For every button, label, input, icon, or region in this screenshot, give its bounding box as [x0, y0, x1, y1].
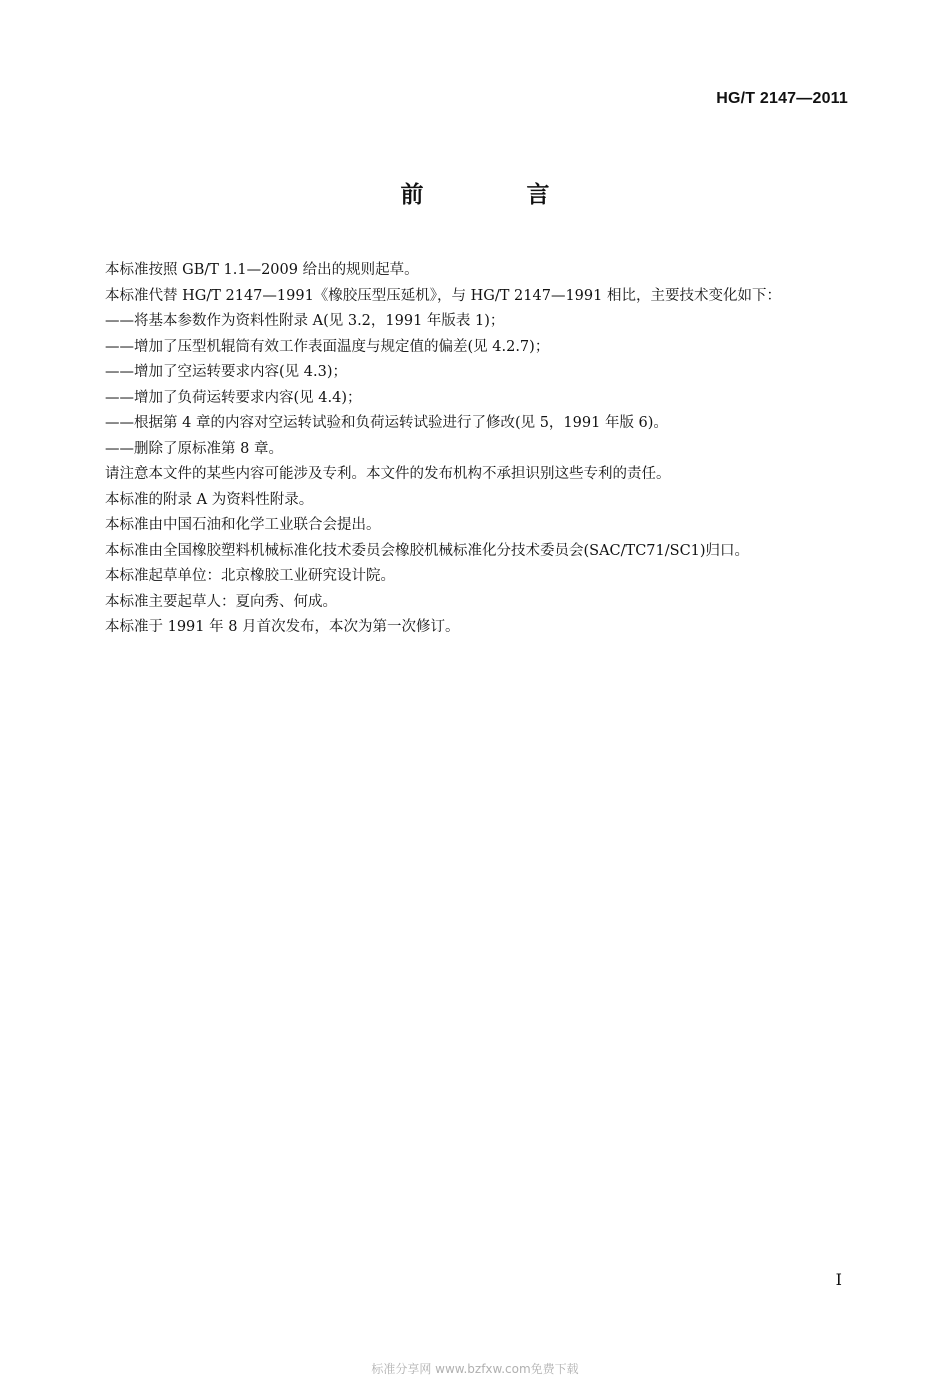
- paragraph-history: 本标准于 1991 年 8 月首次发布，本次为第一次修订。: [105, 619, 460, 635]
- paragraph-drafters: 本标准主要起草人：夏向秀、何成。: [105, 593, 337, 610]
- preface-content: [76, 258, 852, 641]
- document-code: HG/T 2147—2011: [716, 90, 848, 107]
- paragraph-committee: 本标准由全国橡胶塑料机械标准化技术委员会橡胶机械标准化分技术委员会(SAC/TC71/SC1)归口。: [105, 542, 750, 559]
- paragraph-replaces: 本标准代替 HG/T 2147—1991《橡胶压型压延机》，与 HG/T 2147—1991 相比，主要技术变化如下：: [105, 287, 781, 304]
- paragraph-drafting-unit: 本标准起草单位：北京橡胶工业研究设计院。: [105, 568, 395, 584]
- change-item-2: ——增加了压型机辊筒有效工作表面温度与规定值的偏差(见 4.2.7)；: [105, 338, 550, 355]
- change-item-1: ——将基本参数作为资料性附录 A(见 3.2，1991 年版表 1)；: [105, 313, 505, 329]
- paragraph-drafting-rules: 本标准按照 GB/T 1.1—2009 给出的规则起草。: [105, 262, 419, 278]
- paragraph-proposer: 本标准由中国石油和化学工业联合会提出。: [105, 517, 381, 533]
- change-item-5: ——根据第 4 章的内容对空运转试验和负荷运转试验进行了修改(见 5，1991 年版 6)。: [105, 415, 668, 431]
- change-item-6: ——删除了原标准第 8 章。: [105, 440, 283, 457]
- watermark: 标准分享网 www.bzfxw.com免费下载: [371, 1362, 579, 1376]
- paragraph-patent-notice: 请注意本文件的某些内容可能涉及专利。本文件的发布机构不承担识别这些专利的责任。: [105, 466, 671, 482]
- change-item-4: ——增加了负荷运转要求内容(见 4.4)；: [105, 389, 362, 406]
- page-title: 前 言: [400, 182, 590, 208]
- change-item-3: ——增加了空运转要求内容(见 4.3)；: [105, 364, 347, 380]
- page-number: I: [835, 1270, 842, 1289]
- paragraph-appendix: 本标准的附录 A 为资料性附录。: [105, 491, 314, 508]
